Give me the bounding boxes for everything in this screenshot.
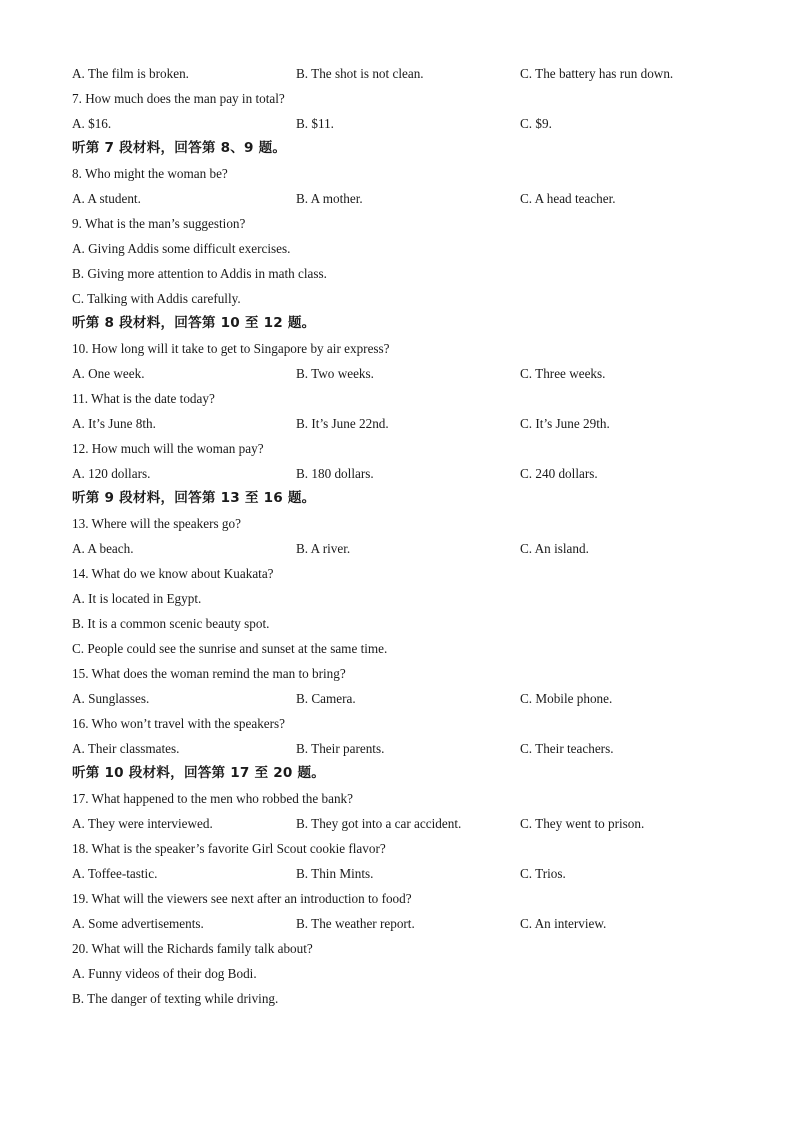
option-a: A. Toffee-tastic. [72, 866, 158, 881]
section-heading: 听第 8 段材料，回答第 10 至 12 题。 [72, 315, 316, 331]
option-b: B. Their parents. [296, 741, 385, 756]
question-line: B. Giving more attention to Addis in math class. [72, 266, 327, 281]
option-a: A. One week. [72, 366, 145, 381]
answer-options-row [72, 861, 732, 886]
option-c: C. A head teacher. [520, 191, 616, 206]
question-line: C. People could see the sunrise and sunset at the same time. [72, 641, 388, 656]
answer-options-row [72, 461, 732, 486]
option-c: C. Mobile phone. [520, 691, 613, 706]
question-line: A. It is located in Egypt. [72, 591, 202, 606]
option-b: B. They got into a car accident. [296, 816, 462, 831]
document-page [72, 61, 732, 1011]
answer-options-row [72, 111, 732, 136]
option-c: C. Their teachers. [520, 741, 614, 756]
option-b: B. Camera. [296, 691, 356, 706]
option-a: A. The film is broken. [72, 66, 189, 81]
question-line: 17. What happened to the men who robbed the bank? [72, 791, 354, 806]
answer-options-row [72, 186, 732, 211]
option-a: A. $16. [72, 116, 112, 131]
option-b: B. The shot is not clean. [296, 66, 424, 81]
option-c: C. It’s June 29th. [520, 416, 610, 431]
question-line: 19. What will the viewers see next after an introduction to food? [72, 891, 412, 906]
option-b: B. 180 dollars. [296, 466, 374, 481]
option-c: C. The battery has run down. [520, 66, 674, 81]
option-b: B. Thin Mints. [296, 866, 374, 881]
option-b: B. A river. [296, 541, 351, 556]
option-c: C. Three weeks. [520, 366, 606, 381]
question-line: 12. How much will the woman pay? [72, 441, 264, 456]
answer-options-row [72, 411, 732, 436]
section-heading: 听第 10 段材料，回答第 17 至 20 题。 [72, 765, 326, 781]
option-b: B. It’s June 22nd. [296, 416, 389, 431]
question-line: 15. What does the woman remind the man to bring? [72, 666, 346, 681]
option-a: A. Their classmates. [72, 741, 180, 756]
option-a: A. A beach. [72, 541, 134, 556]
option-c: C. 240 dollars. [520, 466, 598, 481]
question-line: 11. What is the date today? [72, 391, 215, 406]
answer-options-row [72, 736, 732, 761]
option-a: A. Sunglasses. [72, 691, 150, 706]
answer-options-row [72, 686, 732, 711]
question-line: 10. How long will it take to get to Singapore by air express? [72, 341, 390, 356]
question-line: 20. What will the Richards family talk about? [72, 941, 313, 956]
answer-options-row [72, 361, 732, 386]
option-a: A. It’s June 8th. [72, 416, 156, 431]
question-line: 14. What do we know about Kuakata? [72, 566, 274, 581]
option-a: A. 120 dollars. [72, 466, 151, 481]
answer-options-row [72, 61, 732, 86]
option-b: B. Two weeks. [296, 366, 374, 381]
question-line: 8. Who might the woman be? [72, 166, 228, 181]
question-line: 18. What is the speaker’s favorite Girl Scout cookie flavor? [72, 841, 386, 856]
option-c: C. They went to prison. [520, 816, 645, 831]
question-line: B. It is a common scenic beauty spot. [72, 616, 270, 631]
question-line: B. The danger of texting while driving. [72, 991, 279, 1006]
option-b: B. $11. [296, 116, 334, 131]
option-a: A. Some advertisements. [72, 916, 204, 931]
option-b: B. A mother. [296, 191, 363, 206]
option-c: C. An island. [520, 541, 589, 556]
question-line: A. Giving Addis some difficult exercises. [72, 241, 291, 256]
answer-options-row [72, 911, 732, 936]
question-line: A. Funny videos of their dog Bodi. [72, 966, 257, 981]
answer-options-row [72, 811, 732, 836]
question-line: 13. Where will the speakers go? [72, 516, 241, 531]
question-line: 16. Who won’t travel with the speakers? [72, 716, 286, 731]
question-line: 9. What is the man’s suggestion? [72, 216, 246, 231]
question-line: 7. How much does the man pay in total? [72, 91, 285, 106]
option-b: B. The weather report. [296, 916, 415, 931]
section-heading: 听第 9 段材料，回答第 13 至 16 题。 [72, 490, 316, 506]
option-a: A. A student. [72, 191, 141, 206]
option-a: A. They were interviewed. [72, 816, 213, 831]
option-c: C. An interview. [520, 916, 607, 931]
answer-options-row [72, 536, 732, 561]
option-c: C. $9. [520, 116, 552, 131]
section-heading: 听第 7 段材料，回答第 8、9 题。 [72, 140, 287, 156]
question-line: C. Talking with Addis carefully. [72, 291, 241, 306]
option-c: C. Trios. [520, 866, 566, 881]
